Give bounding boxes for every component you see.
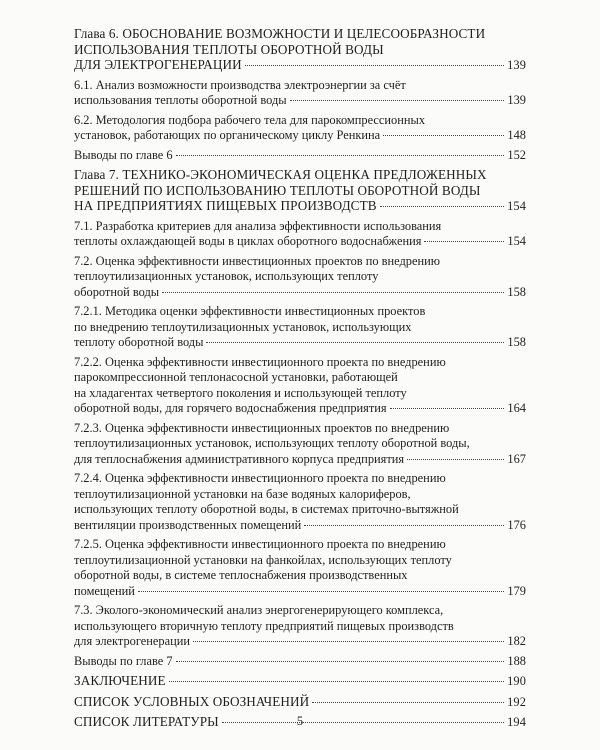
toc-page-number: 164: [507, 401, 526, 415]
toc-entry-line: 7.2.5. Оценка эффективности инвестиционного проекта по внедрению: [74, 537, 446, 551]
toc-entry-line: РЕШЕНИЙ ПО ИСПОЛЬЗОВАНИЮ ТЕПЛОТЫ ОБОРОТНОЙ ВОДЫ: [74, 182, 481, 198]
dot-leader: [380, 206, 504, 207]
toc-entry-line: оборотной воды, для горячего водоснабжения предприятия: [74, 401, 387, 415]
toc-page-number: 158: [507, 284, 526, 299]
toc-entry-line: теплоту оборотной воды: [74, 335, 204, 349]
toc-entry-line: оборотной воды: [74, 284, 160, 299]
dot-leader: [193, 641, 504, 642]
toc-entry-line: использования теплоты оборотной воды: [74, 93, 287, 107]
dot-leader: [169, 681, 504, 682]
dot-leader: [424, 241, 504, 242]
toc-entry: [74, 421, 526, 468]
dot-leader: [407, 459, 504, 460]
toc-page-number: 148: [507, 128, 526, 142]
toc-entry-line: 6.2. Методология подбора рабочего тела для парокомпрессионных: [74, 112, 426, 127]
toc-entry-line: на хладагентах четвертого поколения и использующей теплоту: [74, 385, 407, 400]
dot-leader: [304, 525, 504, 526]
toc-entry-line: установок, работающих по органическому циклу Ренкина: [74, 128, 381, 142]
toc-entry-line: теплоутилизационных установок, использующих теплоту оборотной воды,: [74, 436, 470, 450]
toc-entry-line: ДЛЯ ЭЛЕКТРОГЕНЕРАЦИИ: [74, 57, 242, 72]
toc-entry-line: 7.2.1. Методика оценки эффективности инвестиционных проектов: [74, 304, 426, 318]
toc-page-number: 188: [507, 653, 526, 668]
toc-entry-line: помещений: [74, 583, 135, 598]
toc-page-number: 158: [507, 335, 526, 349]
toc-entry-line: теплоутилизационных установок, использующих теплоту: [74, 269, 379, 283]
toc-page-number: 154: [507, 199, 526, 213]
toc-entry-line: оборотной воды, в системе теплоснабжения производственных: [74, 568, 408, 582]
toc-page-number: 194: [507, 715, 526, 729]
toc-entry-line: СПИСОК УСЛОВНЫХ ОБОЗНАЧЕНИЙ: [74, 693, 310, 709]
toc-entry-line: Выводы по главе 6: [74, 147, 173, 162]
page-number: 5: [296, 714, 304, 728]
toc-entry-line: 7.2.4. Оценка эффективности инвестиционного проекта по внедрению: [74, 471, 446, 485]
toc-entry-line: для теплоснабжения административного корпуса предприятия: [74, 451, 405, 466]
toc-entry-line: 7.3. Эколого-экономический анализ энергогенерирующего комплекса,: [74, 603, 444, 617]
toc-entry-line: 6.1. Анализ возможности производства электроэнергии за счёт: [74, 77, 406, 92]
toc-entry-line: использующего вторичную теплоту предприятий пищевых производств: [74, 618, 454, 633]
toc-page-number: 139: [507, 58, 526, 72]
dot-leader: [138, 591, 505, 592]
toc-entry-line: для электрогенерации: [74, 634, 191, 648]
toc-entry: [74, 694, 526, 711]
toc-entry-line: 7.2.3. Оценка эффективности инвестиционных проектов по внедрению: [74, 420, 450, 435]
toc-entry-line: Глава 6. ОБОСНОВАНИЕ ВОЗМОЖНОСТИ И ЦЕЛЕСООБРАЗНОСТИ: [74, 26, 486, 41]
toc-entry-line: использующих теплоту оборотной воды, в системах приточно-вытяжной: [74, 502, 459, 516]
toc-entry-line: 7.2.2. Оценка эффективности инвестиционного проекта по внедрению: [74, 354, 446, 369]
toc-page-number: 167: [507, 451, 526, 466]
dot-leader: [176, 661, 505, 662]
toc-entry: [74, 673, 526, 690]
table-of-contents: [74, 26, 526, 731]
toc-entry: [74, 78, 526, 109]
toc-page-number: 176: [507, 517, 526, 532]
toc-entry: [74, 537, 526, 599]
toc-entry: [74, 254, 526, 301]
toc-entry-line: теплоутилизационной установки на базе водяных калориферов,: [74, 486, 411, 501]
toc-entry-line: СПИСОК ЛИТЕРАТУРЫ: [74, 714, 219, 729]
toc-entry: [74, 304, 526, 351]
toc-entry: [74, 355, 526, 417]
toc-entry-line: 7.2. Оценка эффективности инвестиционных проектов по внедрению: [74, 253, 440, 268]
toc-page-number: 190: [507, 674, 526, 688]
dot-leader: [383, 135, 504, 136]
dot-leader: [176, 155, 505, 156]
toc-page-number: 154: [507, 234, 526, 248]
toc-page-number: 139: [507, 93, 526, 107]
toc-entry: [74, 654, 526, 670]
toc-entry-line: ИСПОЛЬЗОВАНИЯ ТЕПЛОТЫ ОБОРОТНОЙ ВОДЫ: [74, 41, 384, 57]
toc-page-number: 179: [507, 583, 526, 598]
toc-entry: [74, 471, 526, 533]
toc-entry-line: Глава 7. ТЕХНИКО-ЭКОНОМИЧЕСКАЯ ОЦЕНКА ПРЕДЛОЖЕННЫХ: [74, 167, 487, 182]
dot-leader: [290, 100, 505, 101]
dot-leader: [206, 342, 504, 343]
toc-page-number: 182: [507, 634, 526, 648]
dot-leader: [390, 408, 505, 409]
toc-page-number: 152: [507, 147, 526, 162]
toc-entry-line: ЗАКЛЮЧЕНИЕ: [74, 673, 166, 688]
toc-entry: [74, 113, 526, 144]
toc-page-number: 192: [507, 694, 526, 709]
toc-entry-line: теплоты охлаждающей воды в циклах оборотного водоснабжения: [74, 234, 422, 248]
dot-leader: [245, 65, 504, 66]
toc-entry-line: вентиляции производственных помещений: [74, 517, 302, 532]
dot-leader: [162, 292, 504, 293]
dot-leader: [312, 702, 504, 703]
toc-entry-line: Выводы по главе 7: [74, 653, 173, 668]
toc-entry: [74, 219, 526, 250]
toc-entry-line: 7.1. Разработка критериев для анализа эффективности использования: [74, 218, 442, 233]
toc-entry-line: по внедрению теплоутилизационных установок, использующих: [74, 319, 412, 334]
toc-entry: [74, 167, 526, 215]
toc-entry: [74, 148, 526, 164]
toc-entry-line: НА ПРЕДПРИЯТИЯХ ПИЩЕВЫХ ПРОИЗВОДСТВ: [74, 198, 377, 213]
toc-entry: [74, 603, 526, 650]
toc-entry: [74, 26, 526, 74]
toc-entry-line: теплоутилизационной установки на фанкойлах, использующих теплоту: [74, 552, 452, 567]
toc-entry-line: парокомпрессионной теплонасосной установки, работающей: [74, 370, 398, 384]
